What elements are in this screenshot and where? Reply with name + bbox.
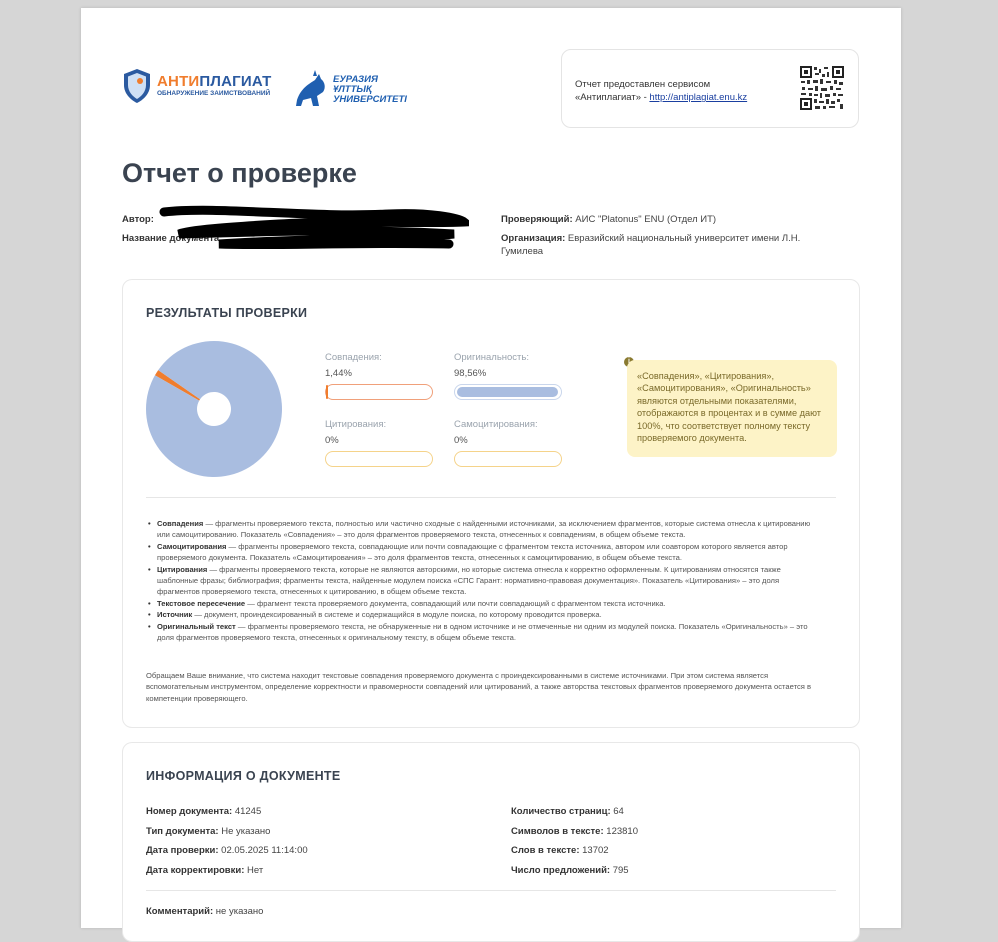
selfcitations-stat (454, 419, 538, 446)
organization-row (501, 233, 831, 259)
results-divider (146, 497, 836, 498)
definition-item (146, 518, 816, 541)
results-remark: Обращаем Ваше внимание, что система находит текстовые совпадения проверяемого документа с проиндексированными в системе источниками. При этом система является вспомогательным инструментом, определение корректности и правомерности совпадений или цитирований, а также авторства текстовых фрагментов проверяемого документа остается в компетенции проверяющего. (146, 671, 812, 703)
definition-item (146, 598, 816, 609)
chars-row (511, 826, 638, 837)
selfcitations-label: Самоцитирования: (454, 419, 538, 430)
definition-item (146, 609, 816, 620)
citations-label: Цитирования: (325, 419, 387, 430)
definition-text: — фрагменты проверяемого текста, совпадающие или почти совпадающие с фрагментом текста источника, автором или соавтором которого является автор проверяемого документа. Показатель «Самоцитирования» – это доля фрагментов текста, отнесенных к самоцитированию, в общем объеме текста. (157, 541, 788, 563)
comment-value: не указано (215, 906, 264, 917)
originality-bar (454, 384, 562, 400)
definition-term: Самоцитирования (157, 541, 227, 551)
matches-bar (325, 384, 433, 400)
definition-term: Цитирования (157, 564, 208, 574)
matches-stat (325, 352, 382, 379)
originality-stat (454, 352, 529, 379)
university-line-1: ЕУРАЗИЯ (333, 74, 378, 86)
definition-term: Текстовое пересечение (157, 598, 246, 608)
author-row (122, 214, 154, 227)
edit-date-value: Нет (247, 865, 264, 876)
definition-text: — фрагменты проверяемого текста, полностью или частично сходные с найденными источниками, за исключением фрагментов, которые система отнесла к цитированию или самоцитированию. Показатель «Совпадения» – это доля фрагментов проверяемого текста, отнесенных к совпадениям, в общем объеме текста. (157, 519, 811, 540)
sentences-label: Число предложений: (511, 865, 611, 876)
definition-text: — документ, проиндексированный в системе и содержащийся в модуле поиска, по которому проводится проверка. (192, 610, 602, 620)
results-card (122, 279, 860, 728)
pages-label: Количество страниц: (511, 806, 611, 817)
citations-value: 0% (325, 435, 339, 446)
citations-bar (325, 451, 433, 467)
results-title: РЕЗУЛЬТАТЫ ПРОВЕРКИ (146, 306, 308, 320)
check-date-row (146, 845, 308, 856)
doc-type-row (146, 826, 270, 837)
sentences-row (511, 865, 629, 876)
edit-date-label: Дата корректировки: (146, 865, 245, 876)
university-line-2: ҰЛТТЫҚ (333, 84, 372, 96)
donut-slice-originality (146, 341, 282, 477)
words-value: 13702 (582, 845, 609, 856)
report-page (81, 8, 901, 928)
definition-text: — фрагменты проверяемого текста, не обнаруженные ни в одном источнике и не отмеченные ни одним из модулей поиска. Показатель «Оригинальность» – это доля фрагментов проверяемого текста, отнесенных к оригинальному тексту, в общем объеме текста. (157, 621, 808, 642)
originality-label: Оригинальность: (454, 352, 529, 363)
chars-label: Символов в тексте: (511, 826, 604, 837)
comment-label: Комментарий: (146, 906, 214, 917)
document-info-title: ИНФОРМАЦИЯ О ДОКУМЕНТЕ (146, 769, 341, 783)
originality-value: 98,56% (454, 368, 487, 379)
definition-item (146, 621, 816, 644)
logo-subtitle: ОБНАРУЖЕНИЕ ЗАИМСТВОВАНИЙ (157, 90, 271, 98)
checker-label: Проверяющий: (501, 214, 573, 225)
qr-code-icon[interactable] (800, 66, 844, 110)
horse-rider-icon (293, 70, 329, 110)
redaction-scribble (159, 204, 469, 254)
organization-label: Организация: (501, 233, 566, 244)
doc-number-value: 41245 (234, 806, 262, 817)
words-row (511, 845, 609, 856)
selfcitations-bar (454, 451, 562, 467)
author-label: Автор: (122, 214, 154, 225)
logo-text-anti: АНТИ (157, 73, 200, 91)
document-info-card (122, 742, 860, 942)
university-logo (293, 70, 407, 110)
edit-date-row (146, 865, 263, 876)
doc-name-label: Название документа: (122, 233, 223, 244)
definition-term: Источник (157, 610, 193, 620)
service-link[interactable]: http://antiplagiat.enu.kz (649, 92, 748, 104)
citations-stat (325, 419, 386, 446)
doc-type-value: Не указано (221, 826, 271, 837)
sentences-value: 795 (612, 865, 629, 876)
comment-row (146, 906, 263, 917)
definition-term: Оригинальный текст (157, 621, 236, 631)
check-date-value: 02.05.2025 11:14:00 (221, 845, 308, 856)
doc-number-label: Номер документа: (146, 806, 233, 817)
matches-value: 1,44% (325, 368, 352, 379)
page-title: Отчет о проверке (122, 158, 357, 188)
logo-text-plagiat: ПЛАГИАТ (199, 73, 272, 91)
checker-value: АИС "Platonus" ENU (Отдел ИТ) (575, 214, 717, 225)
pages-value: 64 (613, 806, 624, 817)
document-info-divider (146, 890, 836, 891)
pages-row (511, 806, 624, 817)
definition-item (146, 564, 816, 598)
definitions-list (146, 518, 816, 643)
organization-value: Евразийский национальный университет имени Л.Н. Гумилева (501, 233, 801, 257)
antiplagiat-logo (123, 68, 272, 104)
definition-text: — фрагменты проверяемого текста, которые не являются авторскими, но которые система отнесла к корректно оформленным. К цитированиям относятся также шаблонные фразы; библиография; фрагменты текста, найденные модулем поиска «СПС Гарант: нормативно-правовая документация». Показатель «Цитирования» – это доля фрагментов проверяемого текста, отнесенных к цитированию, в общем объеме текста. (157, 564, 781, 597)
matches-bar-fill (326, 385, 328, 399)
shield-icon (123, 68, 151, 104)
words-label: Слов в тексте: (511, 845, 580, 856)
chars-value: 123810 (606, 826, 638, 837)
matches-label: Совпадения: (325, 352, 382, 363)
doc-number-row (146, 806, 261, 817)
service-text-line2: «Антиплагиат» - (575, 92, 650, 104)
results-donut-chart (145, 340, 283, 478)
definition-text: — фрагмент текста проверяемого документа, совпадающий или почти совпадающий с фрагментом текста источника. (245, 598, 666, 608)
results-note: «Совпадения», «Цитирования», «Самоцитирования», «Оригинальность» являются отдельными показателями, отображаются в процентах и в сумме дают 100%, что соответствует полному тексту проверяемого документа. (627, 360, 837, 457)
university-line-3: УНИВЕРСИТЕТІ (333, 93, 407, 105)
definition-term: Совпадения (157, 519, 204, 528)
doc-type-label: Тип документа: (146, 826, 219, 837)
selfcitations-value: 0% (454, 435, 468, 446)
checker-row (501, 214, 831, 227)
check-date-label: Дата проверки: (146, 845, 219, 856)
definition-item (146, 541, 816, 564)
service-info-box (561, 49, 859, 128)
service-text-line1: Отчет предоставлен сервисом (575, 79, 711, 90)
originality-bar-fill (457, 387, 558, 397)
